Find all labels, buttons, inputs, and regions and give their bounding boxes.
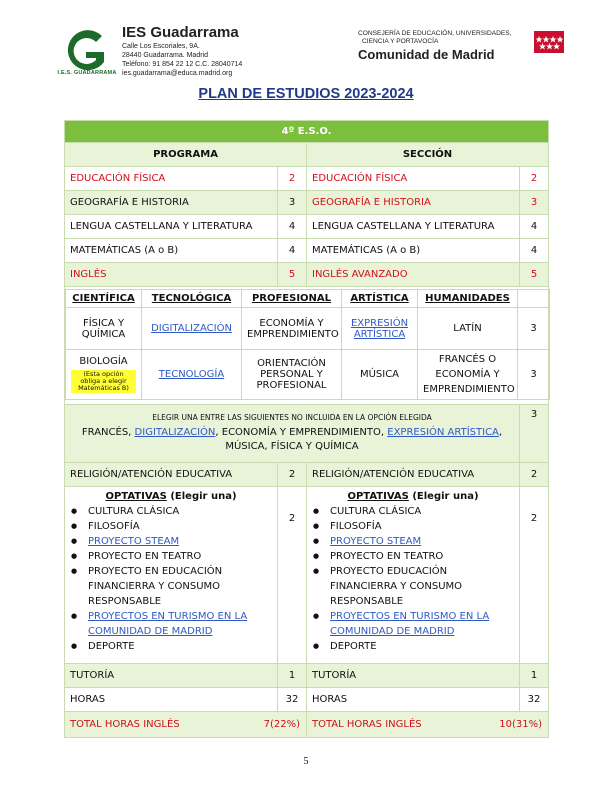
proyecto-steam-link[interactable]: PROYECTO STEAM <box>330 536 422 547</box>
table-row <box>65 712 549 738</box>
list-item: ● PROYECTO EDUCACIÓN FINANCIERRA Y CONSUMO RESPONSABLE <box>330 564 514 609</box>
hours-cell: 3 <box>518 308 550 350</box>
elegir-block <box>65 405 520 463</box>
hours-cell: 5 <box>278 263 307 287</box>
list-item: ● DEPORTE <box>88 639 272 654</box>
list-item: ● CULTURA CLÁSICA <box>330 504 514 519</box>
address-line-1: Calle Los Escoriales, 9A. <box>122 43 200 50</box>
list-item: ● FILOSOFÍA <box>88 519 272 534</box>
optativas-subtitle: (Elegir una) <box>408 491 479 502</box>
optativas-seccion <box>307 487 520 664</box>
digitalizacion-link[interactable]: DIGITALIZACIÓN <box>151 323 232 334</box>
itinerary-subject: ORIENTACIÓN PERSONAL Y PROFESIONAL <box>242 350 342 400</box>
itinerarios-block <box>65 287 549 405</box>
consejeria-line-2: CIENCIA Y PORTAVOCÍA <box>362 38 439 45</box>
hours-cell: 4 <box>520 215 549 239</box>
elegir-text: , MÚSICA, FÍSICA Y QUÍMICA <box>225 427 503 452</box>
study-plan-table <box>64 120 549 738</box>
hours-cell: 2 <box>520 487 549 664</box>
optativas-programa <box>65 487 278 664</box>
optativas-title: OPTATIVAS <box>347 491 409 502</box>
logo-caption: I.E.S. GUADARRAMA <box>57 70 117 76</box>
list-item: ● PROYECTO EN EDUCACIÓN FINANCIERRA Y CONSUMO RESPONSABLE <box>88 564 272 609</box>
hours-cell: 4 <box>278 215 307 239</box>
tecnologia-link[interactable]: TECNOLOGÍA <box>158 369 225 380</box>
subject-cell: INGLÉS AVANZADO <box>307 263 520 287</box>
list-item: ● PROYECTO EN TEATRO <box>88 549 272 564</box>
col-programa: PROGRAMA <box>65 143 307 167</box>
consejeria <box>358 30 538 46</box>
proyectos-turismo-link[interactable]: PROYECTOS EN TURISMO EN LA COMUNIDAD DE MADRID <box>88 611 248 637</box>
table-row <box>65 239 549 263</box>
subject-cell: RELIGIÓN/ATENCIÓN EDUCATIVA <box>65 463 278 487</box>
optativas-title: OPTATIVAS <box>105 491 167 502</box>
matematicas-b-note: (Esta opción obliga a elegir Matemáticas B) <box>71 370 136 393</box>
hours-cell: 4 <box>520 239 549 263</box>
total-value: 10(31%) <box>499 719 543 730</box>
subject-cell: GEOGRAFÍA E HISTORIA <box>65 191 278 215</box>
itinerary-cientifica: CIENTÍFICA <box>66 290 142 308</box>
subject-cell: LENGUA CASTELLANA Y LITERATURA <box>307 215 520 239</box>
itinerary-subject: ECONOMÍA Y EMPRENDIMIENTO <box>242 308 342 350</box>
hours-cell: 2 <box>520 167 549 191</box>
subject-cell: TUTORÍA <box>65 664 278 688</box>
hours-cell: 1 <box>520 664 549 688</box>
itinerary-humanidades: HUMANIDADES <box>418 290 518 308</box>
itinerary-subject: FRANCÉS O ECONOMÍA Y EMPRENDIMIENTO <box>418 350 518 400</box>
itinerary-subject: MÚSICA <box>342 350 418 400</box>
table-row <box>65 167 549 191</box>
table-row <box>65 215 549 239</box>
subject-cell: TUTORÍA <box>307 664 520 688</box>
elegir-heading: ELEGIR UNA ENTRE LAS SIGUIENTES NO INCLUIDA EN LA OPCIÓN ELEGIDA <box>152 413 432 422</box>
hours-cell: 3 <box>518 350 550 400</box>
hours-cell: 1 <box>278 664 307 688</box>
subject-cell: GEOGRAFÍA E HISTORIA <box>307 191 520 215</box>
expresion-artistica-link[interactable]: EXPRESIÓN ARTÍSTICA <box>387 427 499 438</box>
total-ingles-seccion <box>307 712 549 738</box>
page-number: 5 <box>303 756 309 767</box>
hours-cell: 3 <box>278 191 307 215</box>
hours-cell: 2 <box>278 487 307 664</box>
phone-line: Teléfono: 91 854 22 12 C.C. 28040714 <box>122 61 243 68</box>
total-value: 7(22%) <box>263 719 300 730</box>
table-row <box>65 664 549 688</box>
subject-cell: INGLÉS <box>65 263 278 287</box>
proyecto-steam-link[interactable]: PROYECTO STEAM <box>88 536 180 547</box>
itinerary-subject: LATÍN <box>418 308 518 350</box>
hours-cell: 32 <box>520 688 549 712</box>
hours-cell: 2 <box>278 167 307 191</box>
school-name: IES Guadarrama <box>122 24 239 41</box>
proyectos-turismo-link[interactable]: PROYECTOS EN TURISMO EN LA COMUNIDAD DE MADRID <box>330 611 490 637</box>
table-row <box>65 263 549 287</box>
table-row <box>65 463 549 487</box>
email-line: ies.guadarrama@educa.madrid.org <box>122 70 233 77</box>
subject-cell: EDUCACIÓN FÍSICA <box>307 167 520 191</box>
subject-cell: HORAS <box>65 688 278 712</box>
hours-cell: 3 <box>520 405 549 463</box>
subject-cell: MATEMÁTICAS (A o B) <box>65 239 278 263</box>
madrid-flag-icon <box>534 31 564 53</box>
itinerary-tecnologica: TECNOLÓGICA <box>142 290 242 308</box>
subject-cell: MATEMÁTICAS (A o B) <box>307 239 520 263</box>
elegir-text: , ECONOMÍA Y EMPRENDIMIENTO, <box>215 427 388 438</box>
list-item: ● PROYECTO EN TEATRO <box>330 549 514 564</box>
subject-cell: LENGUA CASTELLANA Y LITERATURA <box>65 215 278 239</box>
digitalizacion-link[interactable]: DIGITALIZACIÓN <box>134 427 216 438</box>
hours-cell: 32 <box>278 688 307 712</box>
itinerary-subject: BIOLOGÍA <box>79 356 128 367</box>
consejeria-line-1: CONSEJERÍA DE EDUCACIÓN, UNIVERSIDADES, <box>358 30 512 37</box>
page-title: PLAN DE ESTUDIOS 2023-2024 <box>198 86 414 102</box>
list-item: ● DEPORTE <box>330 639 514 654</box>
total-label: TOTAL HORAS INGLÉS <box>312 719 422 730</box>
itinerary-subject: FÍSICA Y QUÍMICA <box>66 308 142 350</box>
hours-cell: 5 <box>520 263 549 287</box>
comunidad-name: Comunidad de Madrid <box>358 47 495 62</box>
expresion-artistica-link[interactable]: EXPRESIÓN ARTÍSTICA <box>350 317 409 340</box>
hours-cell: 3 <box>520 191 549 215</box>
table-row <box>65 191 549 215</box>
hours-cell: 2 <box>278 463 307 487</box>
hours-cell: 2 <box>520 463 549 487</box>
course-header: 4º E.S.O. <box>65 121 549 143</box>
col-seccion: SECCIÓN <box>307 143 549 167</box>
hours-cell: 4 <box>278 239 307 263</box>
total-label: TOTAL HORAS INGLÉS <box>70 719 180 730</box>
address-line-2: 28440 Guadarrama. Madrid <box>122 52 208 59</box>
optativas-subtitle: (Elegir una) <box>166 491 237 502</box>
list-item: ● CULTURA CLÁSICA <box>88 504 272 519</box>
list-item: ● FILOSOFÍA <box>330 519 514 534</box>
table-row <box>65 688 549 712</box>
school-logo <box>58 28 114 76</box>
itinerary-artistica: ARTÍSTICA <box>342 290 418 308</box>
total-ingles-programa <box>65 712 307 738</box>
subject-cell: EDUCACIÓN FÍSICA <box>65 167 278 191</box>
subject-cell: HORAS <box>307 688 520 712</box>
itinerary-profesional: PROFESIONAL <box>242 290 342 308</box>
subject-cell: RELIGIÓN/ATENCIÓN EDUCATIVA <box>307 463 520 487</box>
elegir-text: FRANCÉS, <box>81 427 135 438</box>
